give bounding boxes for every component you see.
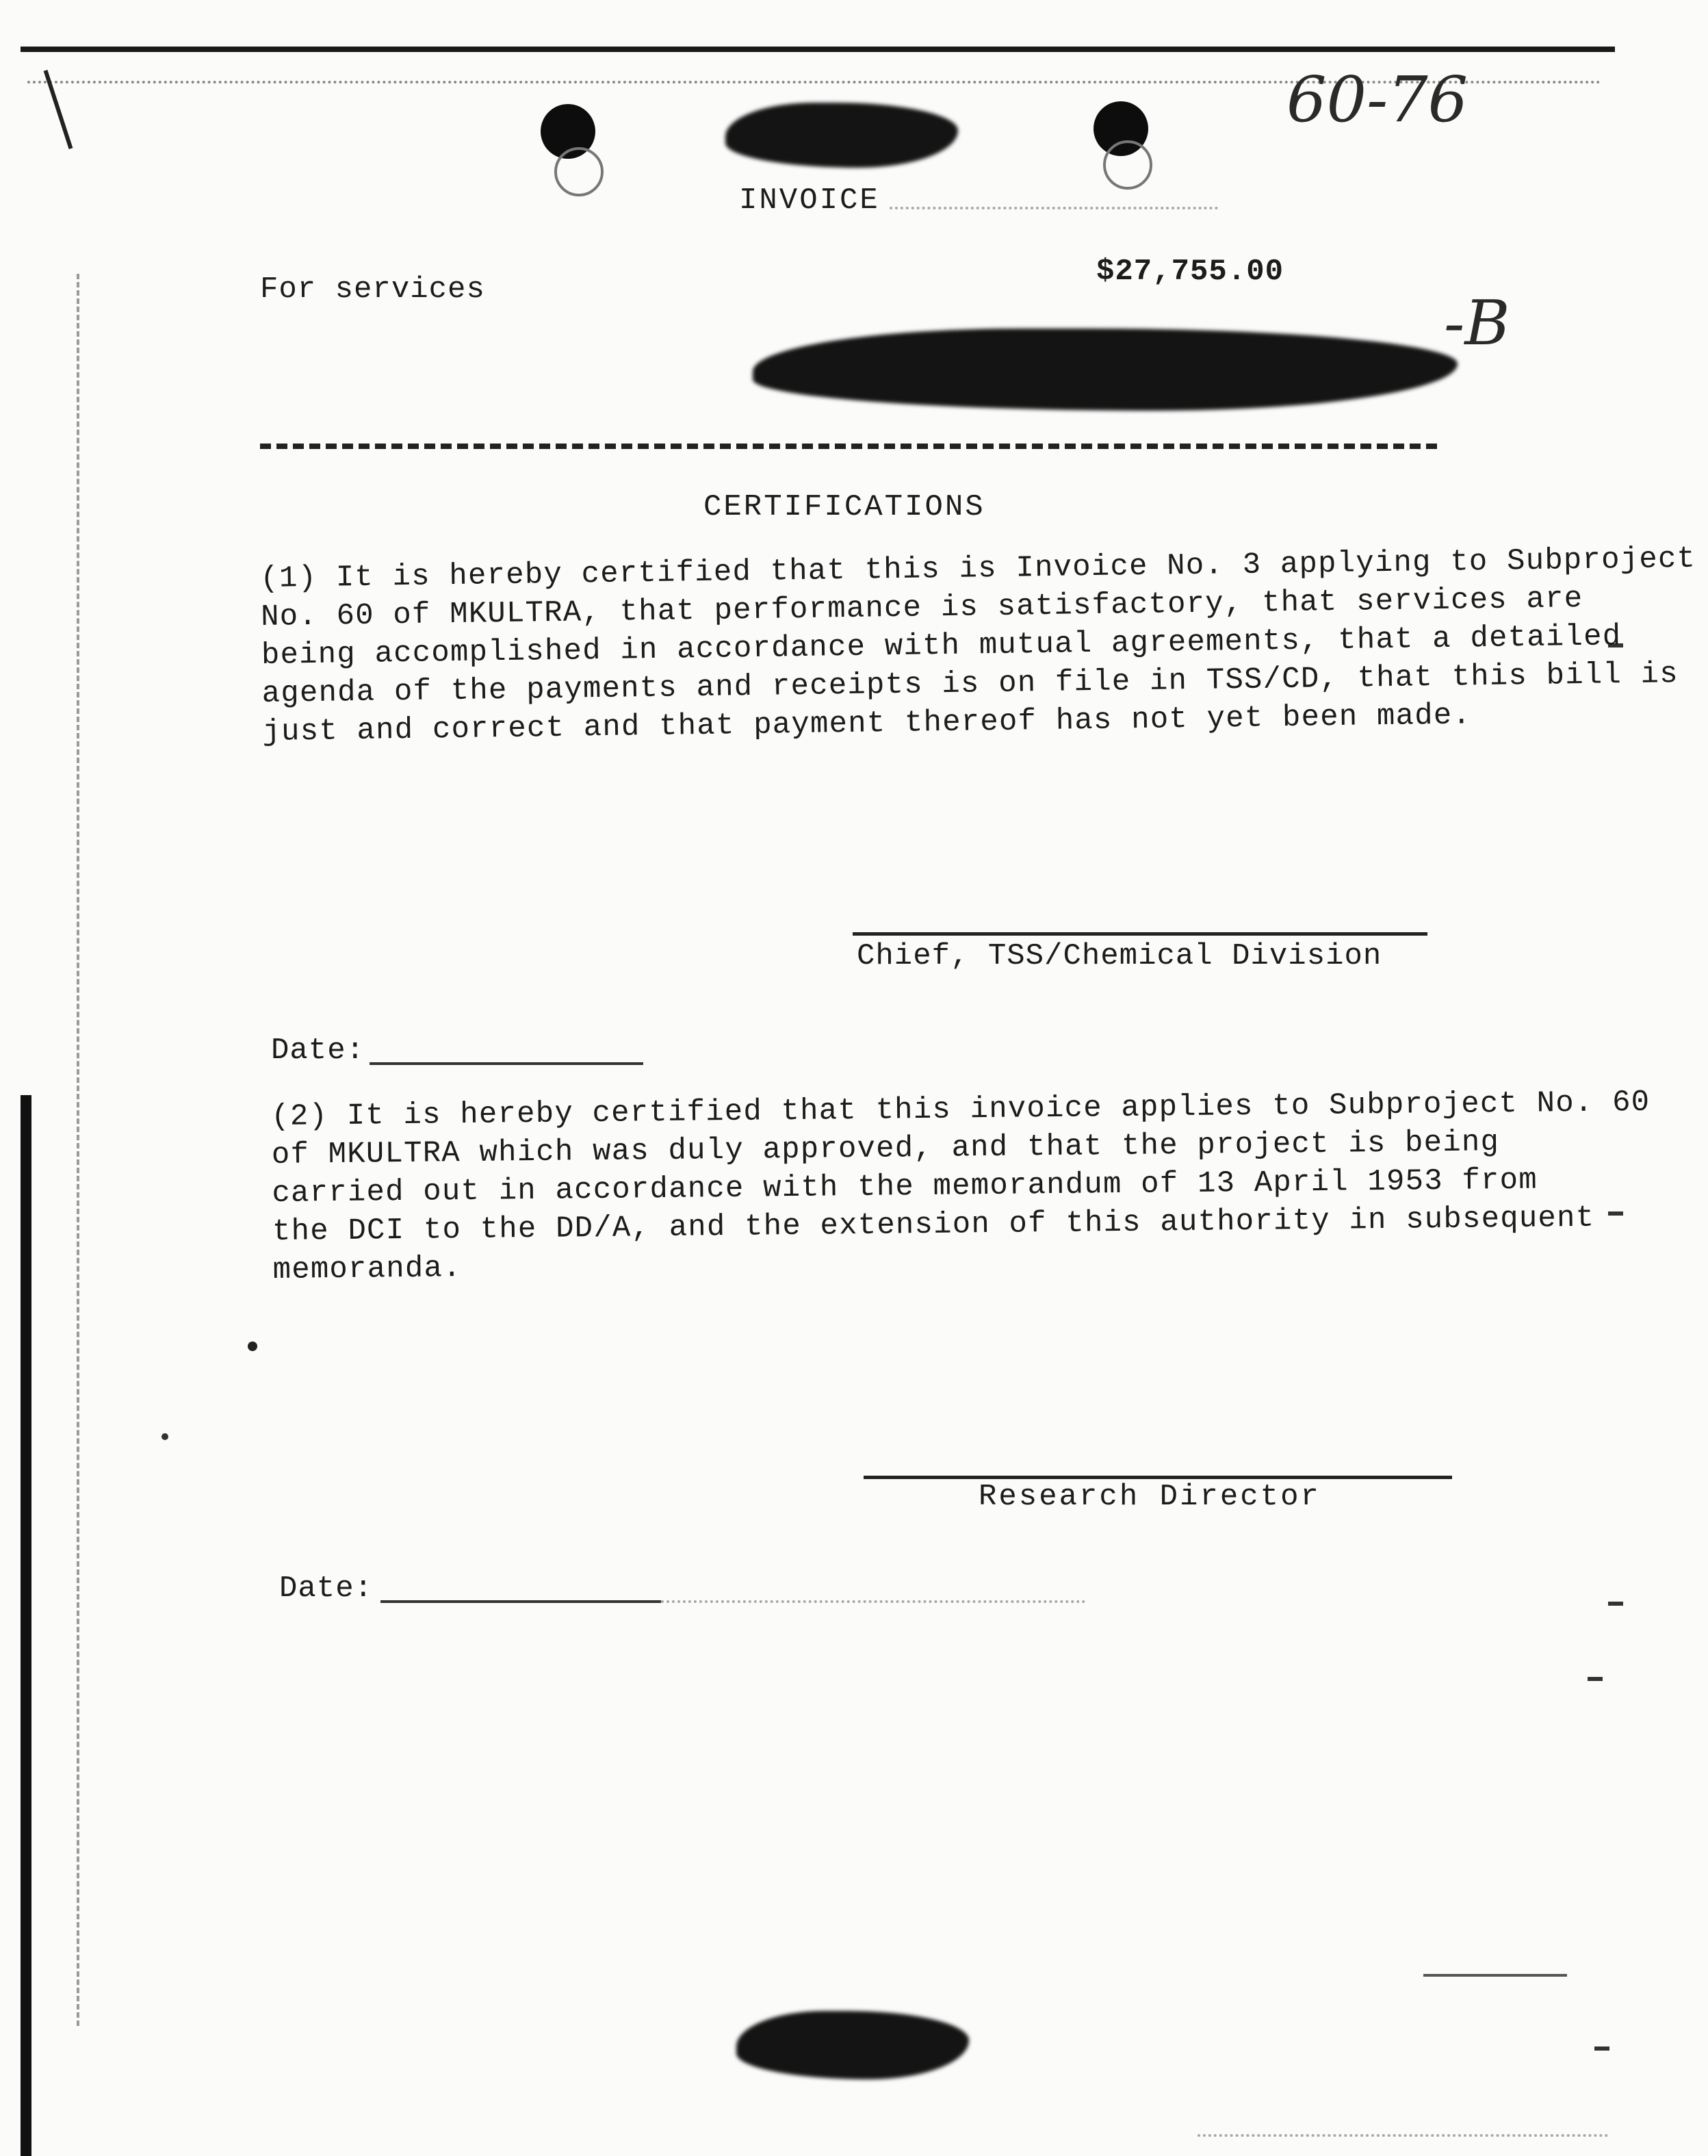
cert1-line: No. 60 of MKULTRA, that performance is satisfactory, that services are: [260, 582, 1583, 634]
cert1-line: (1) It is hereby certified that this is Invoice No. 3 applying to Subproject: [260, 541, 1696, 596]
cert2-line: (2) It is hereby certified that this invoice applies to Subproject No. 60: [271, 1085, 1651, 1134]
cert1-line: being accomplished in accordance with mutual agreements, that a detailed: [261, 619, 1622, 673]
cert2-line: memoranda.: [272, 1251, 462, 1287]
right-edge-mark: [1608, 1602, 1623, 1606]
redaction-blot-payee: [753, 329, 1458, 411]
date-line-1: [370, 1062, 643, 1065]
bottom-right-mark: [1423, 1974, 1567, 1977]
signature-line-1: [853, 932, 1427, 936]
stray-dot: [248, 1342, 257, 1351]
section-separator: [260, 444, 1437, 449]
cert1-line: just and correct and that payment thereof has not yet been made.: [262, 698, 1472, 749]
left-margin-dashes: [77, 274, 79, 2026]
handwritten-mark: -B: [1444, 287, 1510, 359]
right-edge-mark: [1588, 1677, 1603, 1681]
date-label-2: Date:: [279, 1571, 374, 1606]
left-scan-edge: [21, 1095, 31, 2156]
date-label-1: Date:: [271, 1034, 365, 1068]
stray-dot: [161, 1433, 168, 1440]
cert2-line: carried out in accordance with the memorandum of 13 April 1953 from: [272, 1163, 1538, 1211]
cert2-line: the DCI to the DD/A, and the extension of this authority in subsequent: [272, 1201, 1595, 1249]
dotted-artifact: [661, 1600, 1085, 1603]
punch-hole-ring: [1103, 140, 1152, 190]
signature-line-2: [864, 1476, 1452, 1479]
cert2-line: of MKULTRA which was duly approved, and that the project is being: [271, 1125, 1500, 1172]
dotted-artifact: [890, 207, 1218, 209]
signature-1-title: Chief, TSS/Chemical Division: [857, 939, 1382, 973]
invoice-title: INVOICE: [739, 183, 880, 218]
signature-2-title: Research Director: [979, 1480, 1321, 1514]
certification-1-paragraph: [260, 540, 1698, 752]
invoice-amount: $27,755.00: [1096, 255, 1284, 289]
punch-hole-ring: [554, 147, 604, 196]
cert1-line: agenda of the payments and receipts is on file in TSS/CD, that this bill is: [261, 657, 1679, 711]
right-edge-mark: [1594, 2046, 1609, 2051]
bottom-dotted-artifact: [1198, 2134, 1608, 2137]
certifications-heading: CERTIFICATIONS: [703, 490, 985, 524]
top-border-line: [21, 47, 1615, 52]
services-label: For services: [260, 272, 485, 307]
redaction-blot-bottom: [736, 2011, 969, 2079]
redaction-blot-top: [725, 103, 958, 168]
date-line-2: [380, 1600, 661, 1603]
certification-2-paragraph: [271, 1083, 1652, 1289]
handwritten-reference: 60-76: [1286, 63, 1468, 136]
